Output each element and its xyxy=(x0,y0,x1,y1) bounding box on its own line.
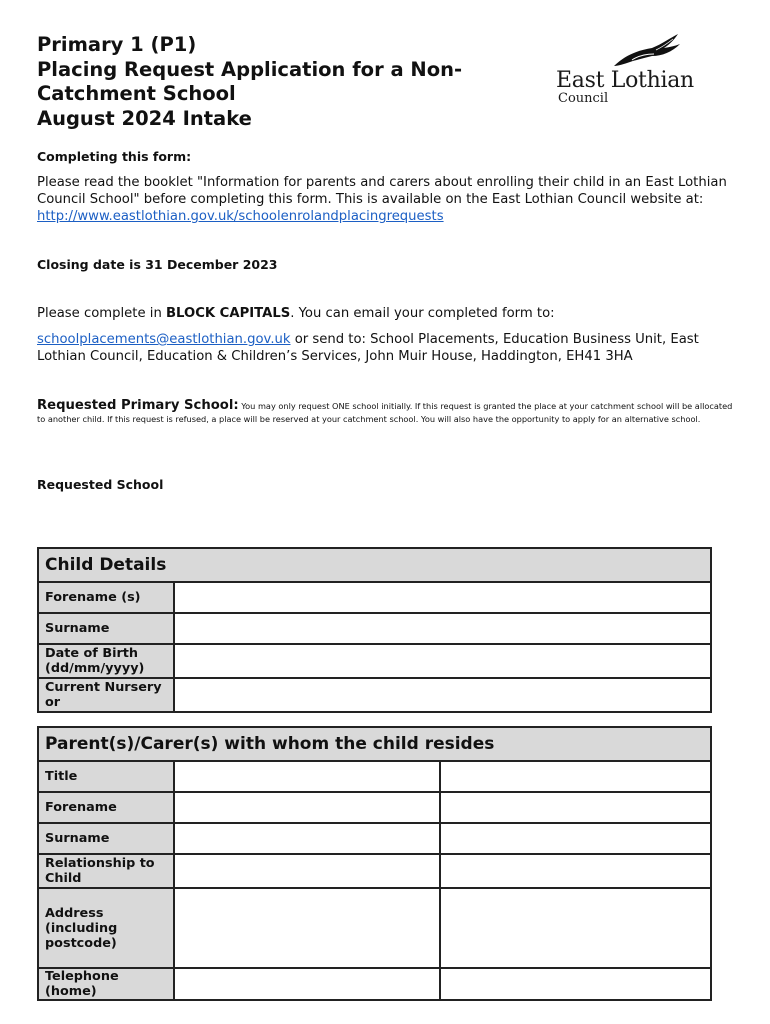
block-capitals-emphasis: BLOCK CAPITALS xyxy=(166,306,291,321)
email-link[interactable]: schoolplacements@eastlothian.gov.uk xyxy=(37,332,291,347)
carer2-forename-field[interactable] xyxy=(440,792,711,823)
address-label: Address (including postcode) xyxy=(38,888,174,968)
title-line: Placing Request Application for a Non- xyxy=(37,57,463,81)
carer1-surname-field[interactable] xyxy=(174,823,440,854)
carer1-forename-field[interactable] xyxy=(174,792,440,823)
surname-label: Surname xyxy=(38,613,174,644)
current-nursery-field[interactable] xyxy=(174,678,711,712)
surname-label: Surname xyxy=(38,823,174,854)
child-details-heading: Child Details xyxy=(38,548,711,582)
contact-details xyxy=(37,331,737,365)
title-line: Catchment School xyxy=(37,82,236,105)
requested-school-label: Requested School xyxy=(37,477,164,492)
carer2-telephone-field[interactable] xyxy=(440,968,711,1000)
telephone-home-label: Telephone (home) xyxy=(38,968,174,1000)
council-logo xyxy=(556,32,726,112)
forename-label: Forename xyxy=(38,792,174,823)
carer1-telephone-field[interactable] xyxy=(174,968,440,1000)
block-capitals-before: Please complete in xyxy=(37,306,166,321)
date-of-birth-label: Date of Birth (dd/mm/yyyy) xyxy=(38,644,174,678)
current-nursery-label: Current Nursery or xyxy=(38,678,174,712)
carer1-address-field[interactable] xyxy=(174,888,440,968)
booklet-link[interactable]: http://www.eastlothian.gov.uk/schoolenrolandplacingrequests xyxy=(37,209,444,224)
postal-address: or send to: School Placements, Education Business Unit, East Lothian Council, Education & Children’s Services, John Muir House, Haddington, EH41 3HA xyxy=(37,332,699,364)
carer2-relationship-field[interactable] xyxy=(440,854,711,888)
requested-primary-heading: Requested Primary School: xyxy=(37,398,239,413)
block-capitals-after: . You can email your completed form to: xyxy=(290,306,555,321)
child-details-table xyxy=(37,547,712,713)
logo-name: East Lothian xyxy=(556,68,694,93)
completing-heading: Completing this form: xyxy=(37,149,192,164)
relationship-label: Relationship to Child xyxy=(38,854,174,888)
carer2-address-field[interactable] xyxy=(440,888,711,968)
carer2-title-field[interactable] xyxy=(440,761,711,792)
child-date-of-birth-field[interactable] xyxy=(174,644,711,678)
forename-label: Forename (s) xyxy=(38,582,174,613)
completing-text: Please read the booklet "Information for parents and carers about enrolling their child in an East Lothian Council School" before completing this form. This is available on the East Lothian Council website at: xyxy=(37,175,727,207)
title-line: Primary 1 (P1) xyxy=(37,33,197,56)
child-surname-field[interactable] xyxy=(174,613,711,644)
requested-primary-note xyxy=(37,400,737,425)
carer1-relationship-field[interactable] xyxy=(174,854,440,888)
bird-icon xyxy=(612,32,682,70)
logo-subtitle: Council xyxy=(558,91,609,106)
requested-primary-text: You may only request ONE school initially. If this request is granted the place at your catchment school will be allocated to another child. If this request is refused, a place will be reserved at your catchment school. You will also have the opportunity to apply for an alternative school. xyxy=(37,401,733,424)
title-label: Title xyxy=(38,761,174,792)
page-title xyxy=(37,33,537,131)
child-forename-field[interactable] xyxy=(174,582,711,613)
parent-carer-table xyxy=(37,726,712,1001)
closing-date: Closing date is 31 December 2023 xyxy=(37,257,278,272)
title-line: August 2024 Intake xyxy=(37,106,252,130)
carer1-title-field[interactable] xyxy=(174,761,440,792)
parent-carer-heading: Parent(s)/Carer(s) with whom the child resides xyxy=(38,727,711,761)
carer2-surname-field[interactable] xyxy=(440,823,711,854)
block-capitals-note xyxy=(37,305,737,322)
completing-instructions xyxy=(37,174,737,225)
